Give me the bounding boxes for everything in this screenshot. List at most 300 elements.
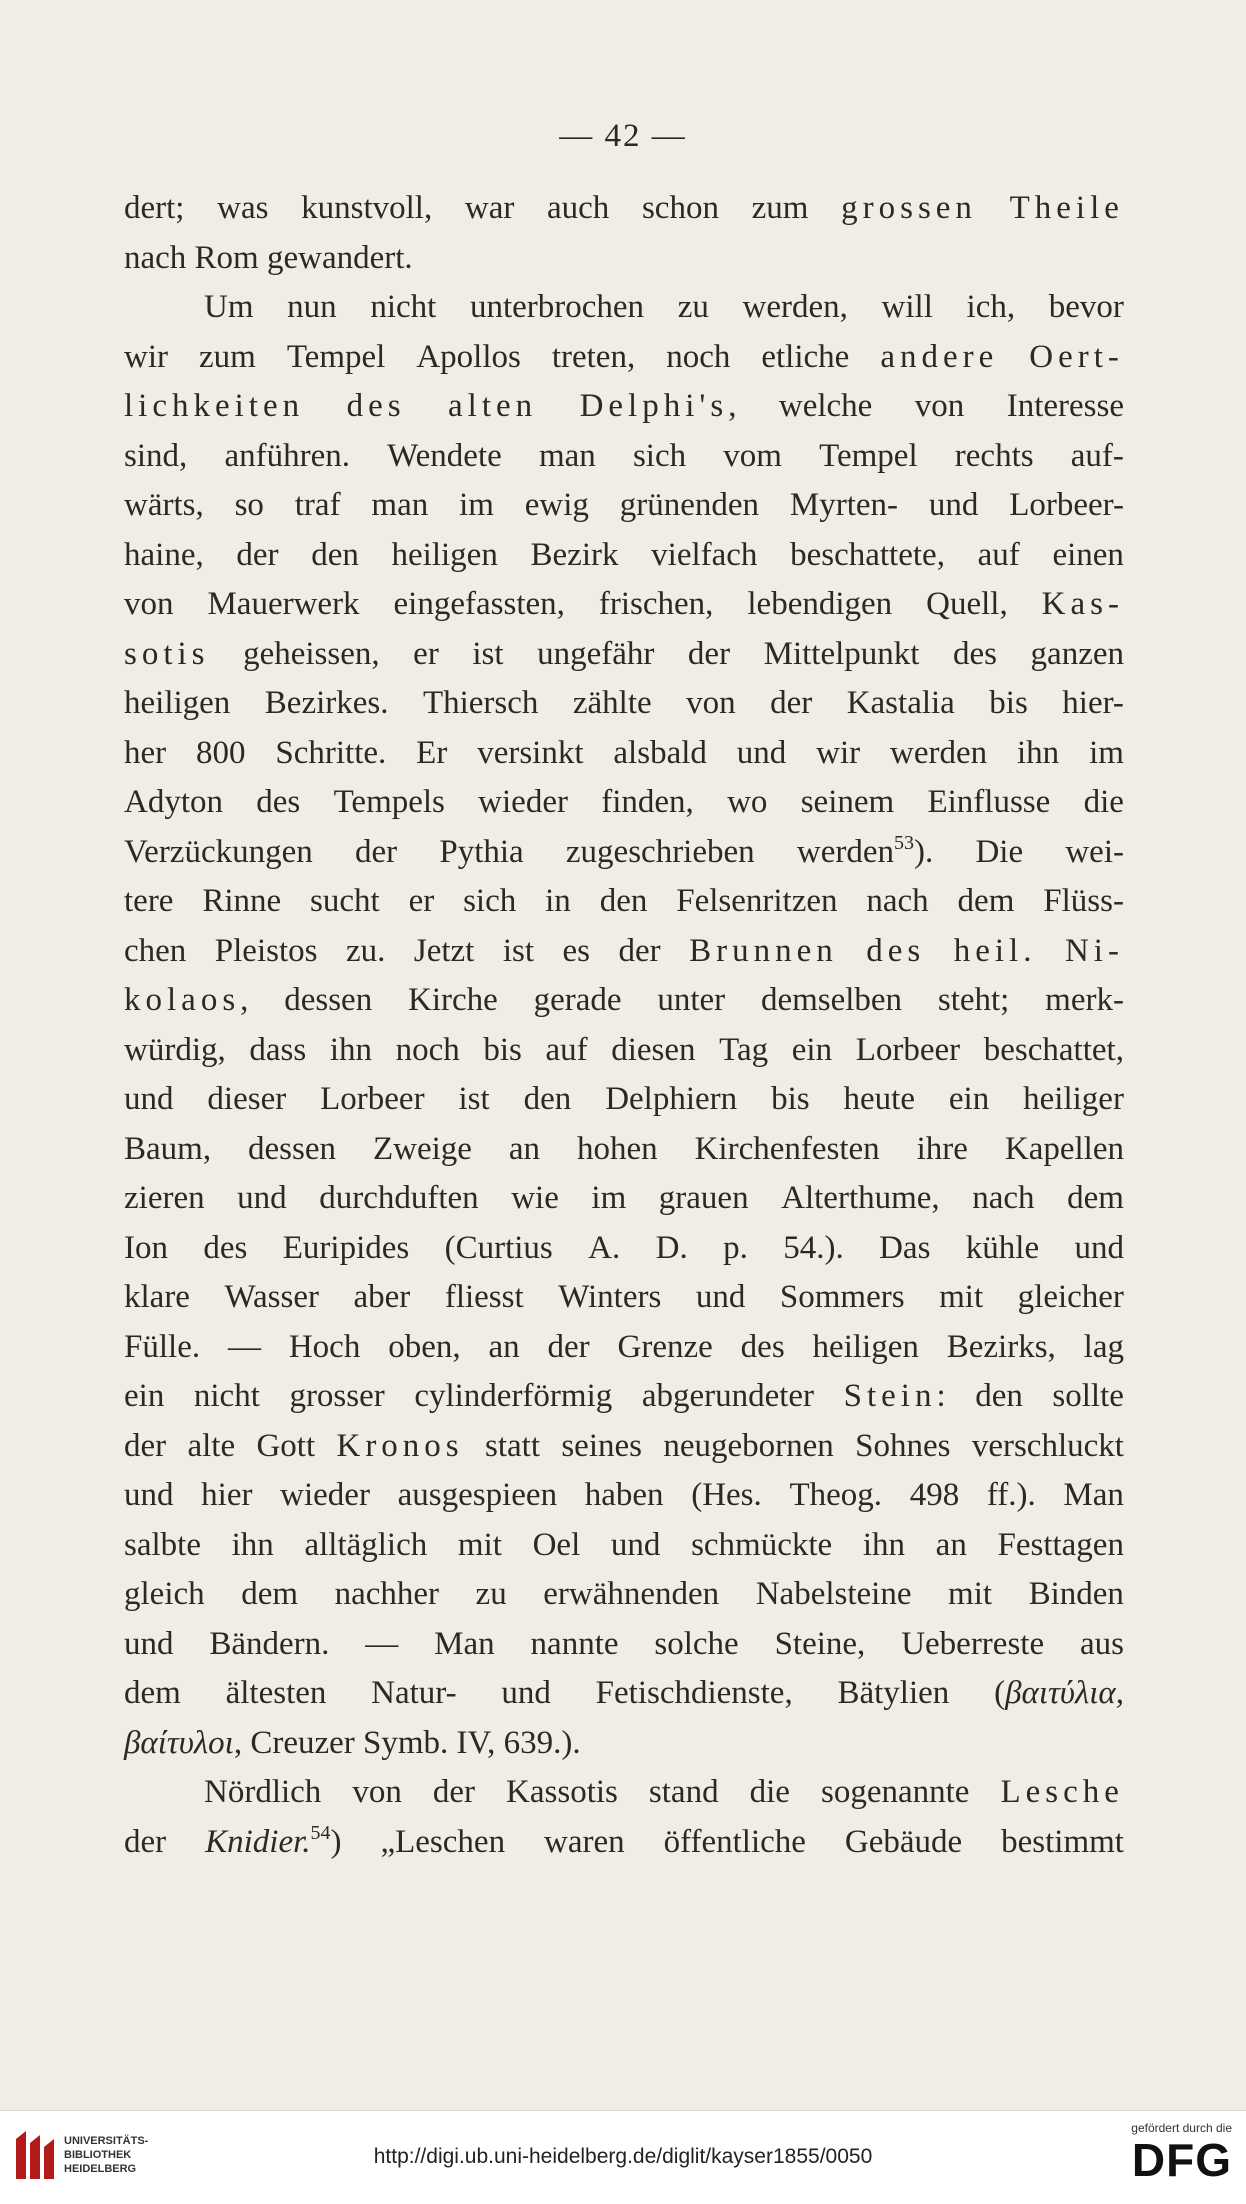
text-run: nach Rom gewandert.	[124, 239, 413, 276]
word	[310, 883, 380, 920]
word	[642, 1378, 814, 1415]
text-run: unterbrochen	[469, 289, 645, 325]
text-run: ihn	[1017, 734, 1060, 771]
text-run: eingefassten,	[393, 586, 565, 622]
text-run: Steine,	[774, 1625, 866, 1662]
word	[863, 1527, 905, 1564]
text-run: D.	[655, 1229, 688, 1266]
text-run: Natur-	[371, 1675, 457, 1711]
text-run: von	[914, 388, 965, 424]
text-run: mit	[939, 1279, 984, 1315]
text-run: einen	[1052, 536, 1124, 573]
word	[792, 1032, 832, 1069]
text-run: nicht	[193, 1378, 260, 1414]
text-run: des	[953, 635, 997, 672]
word	[577, 1131, 658, 1168]
text-line	[124, 1774, 1124, 1824]
text-run: den	[311, 536, 359, 573]
word	[371, 487, 428, 524]
word	[1089, 735, 1124, 772]
text-run: ein	[124, 1378, 165, 1414]
word	[525, 487, 589, 524]
word	[545, 1032, 587, 1069]
word	[124, 487, 204, 524]
text-run: heiligen	[124, 685, 231, 721]
word	[124, 1180, 205, 1217]
word	[283, 1230, 409, 1267]
text-run: ff.).	[986, 1477, 1036, 1513]
word	[124, 1378, 164, 1415]
footnote-ref: 53	[894, 831, 914, 854]
permalink-url[interactable]: http://digi.ub.uni-heidelberg.de/diglit/kayser1855/0050	[373, 2145, 873, 2168]
text-run: her	[124, 734, 167, 771]
word	[866, 883, 928, 920]
text-run: Bändern.	[209, 1625, 330, 1662]
word	[320, 1081, 424, 1118]
italic-text: Knidier.	[205, 1823, 311, 1860]
word	[472, 636, 503, 673]
word	[396, 1032, 460, 1069]
text-line	[124, 289, 1124, 339]
text-run: Tempel	[286, 338, 386, 375]
text-run: Flüss-	[1043, 883, 1124, 919]
word	[601, 784, 694, 821]
text-line	[124, 636, 1124, 686]
word	[194, 1378, 260, 1415]
word	[561, 1428, 642, 1465]
text-run: welche	[778, 388, 873, 424]
text-run: hohen	[576, 1130, 658, 1167]
text-run: von	[686, 685, 736, 721]
word	[1018, 1279, 1124, 1316]
word	[649, 1774, 719, 1811]
word	[948, 1576, 992, 1613]
text-run: ich,	[966, 289, 1016, 325]
word	[124, 685, 230, 722]
spaced-text: kolaos	[124, 982, 241, 1018]
word	[287, 289, 337, 326]
text-line	[124, 1279, 1124, 1329]
text-run: des	[256, 784, 301, 820]
text-run: Myrten-	[789, 487, 899, 523]
word	[346, 933, 385, 970]
word	[1063, 1477, 1124, 1514]
word	[954, 933, 1037, 970]
word	[1084, 1329, 1124, 1366]
text-line	[124, 1180, 1124, 1230]
word	[801, 784, 894, 821]
word	[347, 388, 406, 425]
word	[558, 1279, 661, 1316]
spaced-text: sotis	[124, 635, 210, 672]
text-run: auch	[547, 190, 610, 226]
text-run: alsbald	[613, 734, 707, 771]
text-run: wieder	[280, 1477, 370, 1513]
text-run: Sommers	[779, 1279, 905, 1315]
word	[204, 1774, 321, 1811]
text-run: Gebäude	[844, 1823, 963, 1860]
word	[1071, 438, 1124, 475]
word	[124, 735, 166, 772]
word	[915, 388, 965, 425]
word	[613, 735, 706, 772]
text-run: p.	[723, 1229, 748, 1266]
word	[488, 1329, 519, 1366]
word	[1065, 834, 1124, 871]
text-line	[124, 1329, 1124, 1379]
word	[124, 636, 210, 673]
word	[280, 1477, 370, 1514]
text-run: heiliger	[1023, 1081, 1124, 1117]
text-run: steht;	[937, 982, 1010, 1018]
word	[750, 1774, 790, 1811]
text-run: (Curtius	[444, 1229, 553, 1266]
text-run: vielfach	[651, 536, 758, 573]
dfg-logo[interactable]	[1131, 2121, 1232, 2185]
word	[235, 487, 264, 524]
text-run: der	[432, 1774, 476, 1810]
word	[524, 1081, 572, 1118]
text-run: auf	[977, 536, 1020, 573]
word	[737, 735, 787, 772]
text-run: Binden	[1028, 1576, 1124, 1612]
text-run: —	[365, 1625, 399, 1662]
text-run: ihn	[862, 1526, 906, 1563]
word	[1001, 1824, 1124, 1861]
text-run: diesen	[611, 1031, 696, 1068]
text-run: treten,	[551, 338, 636, 375]
text-run: zugeschrieben	[565, 833, 755, 870]
word	[203, 1230, 247, 1267]
text-run: zieren	[124, 1180, 205, 1216]
text-run: heiligen	[391, 536, 498, 573]
word	[856, 1032, 960, 1069]
text-run: sucht	[310, 883, 380, 919]
word	[816, 735, 860, 772]
word	[501, 1675, 551, 1712]
word	[678, 289, 709, 326]
text-run: schon	[641, 190, 719, 226]
text-run: etliche	[761, 338, 850, 375]
word	[124, 1428, 166, 1465]
text-line	[124, 982, 1124, 1032]
text-run: war	[464, 190, 515, 226]
word	[936, 1527, 967, 1564]
text-run: wieder	[478, 784, 568, 820]
word	[414, 1378, 612, 1415]
text-run: abgerundeter	[641, 1378, 815, 1414]
word	[534, 982, 622, 1019]
word	[398, 1477, 557, 1514]
text-run: man	[371, 487, 429, 523]
word	[533, 1527, 581, 1564]
word	[511, 1180, 559, 1217]
text-run: neugebornen	[663, 1427, 834, 1464]
word	[691, 1527, 832, 1564]
word	[780, 1279, 905, 1316]
text-run: A.	[588, 1229, 621, 1266]
text-run: Mittelpunkt	[763, 635, 920, 672]
word	[845, 1824, 962, 1861]
word	[459, 487, 494, 524]
text-run: Tempel	[819, 437, 918, 474]
word	[124, 784, 223, 821]
text-run: ist	[502, 932, 535, 969]
text-run: kunstvoll,	[301, 190, 433, 226]
text-run: und	[124, 1081, 174, 1117]
word	[1009, 487, 1124, 524]
text-run: die	[1083, 784, 1124, 820]
text-run: ihn	[231, 1526, 274, 1563]
word	[654, 1626, 738, 1663]
word	[882, 289, 933, 326]
text-run: klare	[124, 1279, 190, 1315]
text-run: Jetzt	[413, 932, 475, 969]
word	[663, 1428, 833, 1465]
text-run: ist	[472, 635, 504, 672]
text-run: 800	[196, 734, 246, 771]
text-run: Fetischdienste,	[595, 1675, 793, 1711]
text-run: nannte	[530, 1625, 619, 1662]
text-run: ein	[791, 1031, 833, 1068]
word	[335, 1576, 439, 1613]
word	[124, 1675, 181, 1712]
text-run: aber	[353, 1279, 411, 1315]
text-run: Er	[416, 734, 448, 771]
word	[1042, 586, 1124, 623]
text-run: 498	[909, 1477, 960, 1513]
text-run: dass	[249, 1031, 307, 1068]
text-run: zu	[677, 289, 709, 325]
text-run: )	[330, 1823, 342, 1860]
word	[764, 636, 920, 673]
word	[387, 438, 502, 475]
text-run: grünenden	[619, 487, 760, 523]
word	[124, 1329, 200, 1366]
text-run: dessen	[248, 1130, 337, 1167]
text-line	[124, 1378, 1124, 1428]
text-line	[124, 438, 1124, 488]
word	[124, 586, 174, 623]
word	[394, 586, 565, 623]
text-run: Kassotis	[506, 1774, 618, 1810]
text-run: beschattet,	[983, 1031, 1124, 1068]
text-run: und	[610, 1526, 661, 1563]
word	[503, 933, 534, 970]
word	[1010, 190, 1124, 227]
text-run: grosser	[289, 1378, 385, 1414]
library-name: UNIVERSITÄTS- BIBLIOTHEK HEIDELBERG	[64, 2135, 149, 2175]
word	[433, 1774, 475, 1811]
text-run: so	[234, 487, 264, 523]
text-run: sogenannte	[820, 1774, 970, 1810]
word	[741, 1329, 785, 1366]
viewer-footer	[0, 2110, 1246, 2204]
text-run: ist	[458, 1081, 490, 1117]
text-run: :	[936, 1378, 946, 1414]
word	[1075, 1230, 1125, 1267]
word	[770, 685, 812, 722]
funder-caption: gefördert durch die	[1131, 2121, 1232, 2135]
text-run: den	[599, 883, 648, 919]
spaced-text: Kronos	[336, 1427, 464, 1464]
word	[1005, 1131, 1124, 1168]
word	[124, 1527, 201, 1564]
word	[591, 1180, 626, 1217]
text-run: wie	[511, 1180, 559, 1216]
text-run: ihre	[916, 1130, 968, 1167]
text-run: werden	[890, 734, 988, 771]
text-line	[124, 1477, 1124, 1527]
word	[241, 1576, 298, 1613]
word	[743, 289, 848, 326]
word	[483, 1032, 522, 1069]
text-run: an	[488, 1328, 520, 1365]
text-run: Pythia	[439, 833, 524, 870]
word	[723, 1230, 748, 1267]
text-run: seines	[561, 1427, 642, 1464]
word	[124, 537, 204, 574]
word	[573, 685, 652, 722]
word	[209, 1626, 329, 1663]
page-number: — 42 —	[559, 118, 687, 154]
text-run: rechts	[954, 437, 1034, 474]
body-text	[124, 190, 1124, 1873]
spaced-text: des	[866, 932, 926, 969]
text-run: Kastalia	[846, 685, 955, 721]
word	[1062, 685, 1124, 722]
text-run: der	[236, 536, 279, 573]
word	[756, 1576, 912, 1613]
word	[727, 784, 767, 821]
text-run: heute	[843, 1081, 915, 1117]
word	[841, 190, 977, 227]
text-run: werden	[796, 833, 894, 870]
spaced-text: Lesche	[1000, 1774, 1124, 1810]
word	[248, 1131, 336, 1168]
word	[330, 1032, 372, 1069]
text-run: der	[124, 1427, 167, 1464]
text-run: Grenze	[617, 1328, 713, 1365]
text-run: gerade	[533, 982, 622, 1018]
word	[890, 735, 987, 772]
word	[1045, 982, 1124, 1019]
text-run: Schritte.	[275, 734, 387, 771]
spaced-text: lichkeiten	[124, 388, 305, 424]
text-run: haine,	[124, 536, 204, 573]
word	[124, 1081, 174, 1118]
text-run: dem	[241, 1576, 299, 1612]
text-run: will	[881, 289, 933, 325]
word	[544, 1824, 625, 1861]
word	[445, 1279, 524, 1316]
word	[695, 1131, 880, 1168]
text-run: Pleistos	[214, 932, 318, 969]
word	[813, 1329, 919, 1366]
text-run: Gott	[256, 1427, 316, 1464]
word	[1029, 339, 1124, 376]
word	[301, 190, 432, 227]
word	[686, 685, 736, 722]
word	[1067, 1180, 1124, 1217]
word	[618, 933, 660, 970]
word	[531, 1626, 619, 1663]
word	[844, 1378, 946, 1415]
text-run: zum	[199, 338, 256, 375]
text-run: Quell,	[926, 586, 1008, 622]
text-line	[124, 1576, 1124, 1626]
word	[633, 438, 686, 475]
word	[1084, 784, 1124, 821]
text-run: des	[740, 1328, 785, 1365]
word	[781, 1180, 940, 1217]
text-run: zählte	[572, 685, 652, 721]
word	[605, 1081, 737, 1118]
text-run: Man	[434, 1625, 495, 1662]
text-run: öffentliche	[663, 1823, 806, 1860]
text-line	[124, 1821, 1124, 1874]
word	[506, 1774, 618, 1811]
word	[207, 586, 359, 623]
word	[196, 735, 246, 772]
word	[124, 1131, 211, 1168]
text-run: heiligen	[812, 1328, 919, 1365]
word	[926, 586, 1008, 623]
text-run: dieser	[207, 1081, 287, 1117]
text-run: an	[935, 1526, 967, 1563]
word	[866, 933, 925, 970]
text-run: Alterthume,	[781, 1180, 940, 1216]
word	[600, 883, 648, 920]
word	[659, 1180, 749, 1217]
word	[256, 784, 300, 821]
word	[392, 537, 498, 574]
text-run: im	[1089, 734, 1124, 771]
text-run: sich	[632, 437, 687, 474]
text-run: Tempels	[333, 784, 445, 820]
word	[478, 784, 568, 821]
word	[958, 883, 1015, 920]
text-run: grauen	[658, 1180, 749, 1216]
text-run: solche	[654, 1625, 739, 1662]
text-run: sollte	[1052, 1378, 1124, 1414]
text-run: wo	[727, 784, 768, 820]
word	[355, 834, 397, 871]
word	[275, 735, 386, 772]
text-run: oben,	[388, 1328, 461, 1365]
word	[783, 1230, 844, 1267]
text-run: von	[352, 1774, 402, 1810]
word	[723, 438, 782, 475]
word	[972, 1180, 1034, 1217]
word	[566, 834, 755, 871]
text-run: hier-	[1062, 685, 1124, 721]
word	[509, 1131, 540, 1168]
text-run: der	[547, 1328, 590, 1365]
word	[531, 537, 619, 574]
word	[539, 438, 596, 475]
text-run: ein	[948, 1081, 990, 1117]
text-run: merk-	[1045, 982, 1124, 1018]
text-run: dem	[1067, 1180, 1124, 1216]
text-run: stand	[648, 1774, 719, 1810]
text-run: Bezirk	[530, 536, 619, 573]
word	[1052, 1378, 1124, 1415]
text-run: alltäglich	[304, 1526, 428, 1563]
spaced-text: Kas-	[1041, 586, 1124, 622]
text-run: sich	[463, 883, 517, 919]
word	[666, 339, 730, 376]
